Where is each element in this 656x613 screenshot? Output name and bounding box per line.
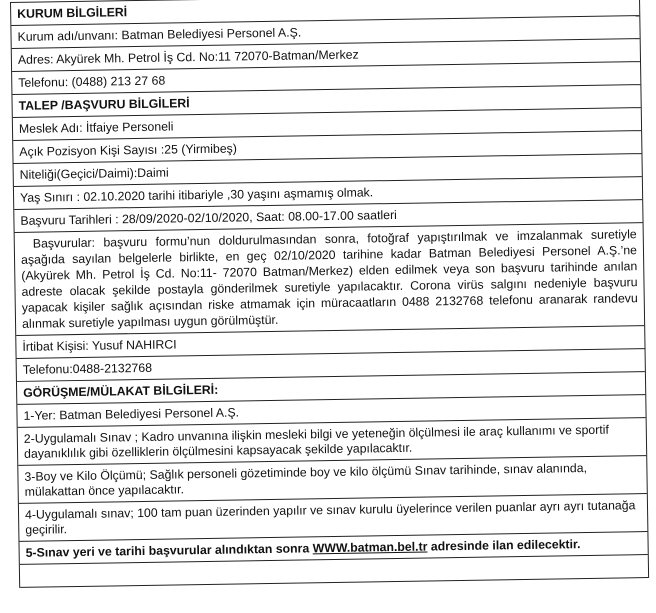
basvuru-paragraph-text: Başvurular: başvuru formu’nun doldurulmasından sonra, fotoğraf yapıştırılmak ve imzalanmak suretiyle aşağıda sayılan belgelerle birlikte, en geç 02/10/2020 tarihine kadar Batman Belediyesi Personel A.Ş.’ne (Akyürek Mh. Petrol İş Cd. No:11- 72070 Batman/Merkez) elden edilmek veya son başvuru tarihinde anılan adreste olacak şekilde postayla gönderilmek suretiyle yapılacaktır. Corona virüs salgını nedeniyle başvuru yapacak kişiler sağlık açısından riske atmamak için müracaatların 0488 2132768 telefonu aranarak randevu alınmak suretiyle yapılması uygun görülmüştür. (20, 227, 638, 331)
item5-text-post: adresinde ilan edilecektir. (427, 537, 581, 554)
gorusme-item-3: 3-Boy ve Kilo Ölçümü; Sağlık personeli gözetiminde boy ve kilo ölçümü Sınav tarihinde, sınav alanında, mülakattan önce yapılacaktır. (18, 456, 647, 504)
yas-siniri-row: Yaş Sınırı : 02.10.2020 tarihi itibariyle ,30 yaşını aşmamış olmak. (14, 177, 642, 210)
gorusme-item-4: 4-Uygulamalı sınav; 100 tam puan üzerinden yapılır ve sınav kurulu üyelerince verilen puanlar ayrı ayrı tutanağa geçirilir. (19, 494, 648, 542)
kurum-address-row: Adres: Akyürek Mh. Petrol İş Cd. No:11 72070-Batman/Merkez (12, 39, 640, 72)
kurum-section-header: KURUM BİLGİLERİ (11, 0, 639, 26)
gorusme-section-header: GÖRÜŞME/MÜLAKAT BİLGİLERİ: (17, 372, 645, 405)
kurum-name-row: Kurum adı/unvanı: Batman Belediyesi Personel A.Ş. (11, 16, 639, 49)
pozisyon-row: Açık Pozisyon Kişi Sayısı :25 (Yirmibeş) (13, 131, 641, 164)
basvuru-paragraph (15, 223, 645, 336)
irtibat-kisisi-row: İrtibat Kişisi: Yusuf NAHIRCI (16, 326, 644, 359)
irtibat-telefon-row: Telefonu:0488-2132768 (17, 349, 645, 382)
nitelik-row: Niteliği(Geçici/Daimi):Daimi (14, 154, 642, 187)
gorusme-item-1: 1-Yer: Batman Belediyesi Personel A.Ş. (17, 395, 645, 428)
application-info-form (10, 0, 649, 588)
basvuru-tarihleri-row: Başvuru Tarihleri : 28/09/2020-02/10/2020, Saat: 08.00-17.00 saatleri (14, 200, 642, 233)
talep-section-header: TALEP /BAŞVURU BİLGİLERİ (12, 85, 640, 118)
kurum-phone-row: Telefonu: (0488) 213 27 68 (12, 62, 640, 95)
item5-text-pre: 5-Sınav yeri ve tarihi başvurular alındıktan sonra (25, 541, 313, 560)
website-link[interactable]: WWW.batman.bel.tr (312, 539, 428, 556)
meslek-row: Meslek Adı: İtfaiye Personeli (13, 108, 641, 141)
gorusme-item-2: 2-Uygulamalı Sınav ; Kadro unvanına ilişkin mesleki bilgi ve yeteneğin ölçülmesi ile araç kullanımı ve sportif dayanıklılık gibi özelliklerin ölçülmesini kapsayacak şekilde yapılacaktır. (18, 418, 647, 466)
